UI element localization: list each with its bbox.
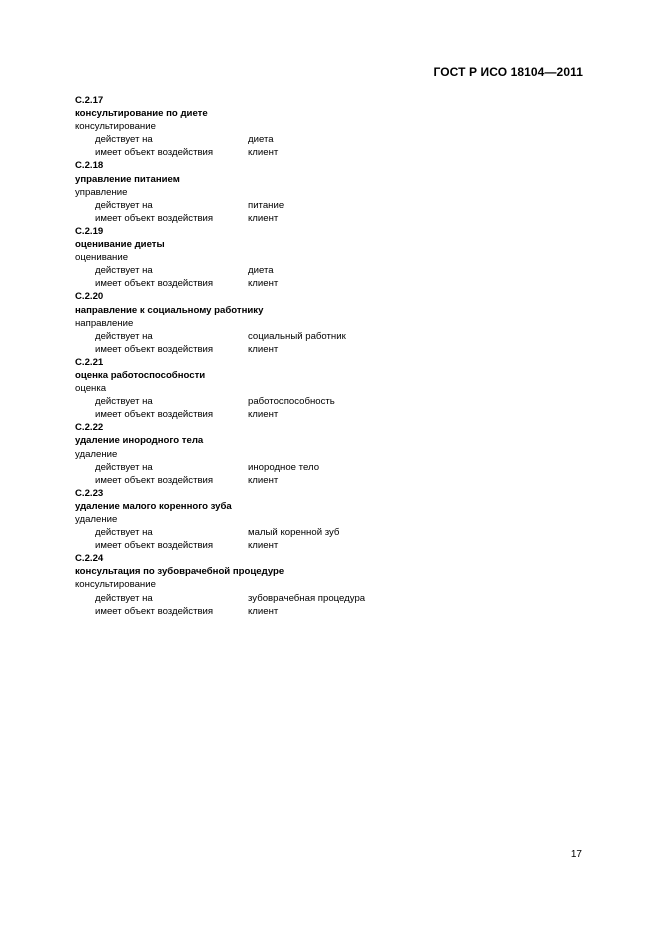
entry-title: удаление малого коренного зуба bbox=[75, 500, 232, 512]
relation-target: работоспособность bbox=[248, 396, 335, 408]
relation-name: имеет объект воздействия bbox=[95, 278, 214, 290]
relation-name: имеет объект воздействия bbox=[95, 343, 214, 355]
relation-target: инородное тело bbox=[248, 461, 320, 473]
relation-target: клиент bbox=[248, 147, 279, 159]
entry-title: оценивание диеты bbox=[75, 239, 165, 251]
entry-action: оценка bbox=[75, 383, 107, 395]
entry-code: C.2.19 bbox=[75, 225, 104, 237]
entry-title: управление питанием bbox=[75, 173, 180, 185]
relation-target: питание bbox=[248, 199, 285, 211]
relation-name: имеет объект воздействия bbox=[95, 212, 214, 224]
relation-target: клиент bbox=[248, 474, 279, 486]
relation-name: имеет объект воздействия bbox=[95, 474, 214, 486]
relation-target: клиент bbox=[248, 605, 279, 617]
relation-row bbox=[75, 277, 595, 290]
entry-code: C.2.17 bbox=[75, 95, 104, 106]
relation-row bbox=[75, 212, 595, 225]
relation-name: имеет объект воздействия bbox=[95, 540, 214, 552]
relation-row bbox=[75, 474, 595, 487]
entry-action: направление bbox=[75, 317, 134, 329]
entry-action: консультирование bbox=[75, 121, 156, 133]
relation-row bbox=[75, 133, 595, 146]
relation-target: социальный работник bbox=[248, 330, 346, 342]
relation-name: имеет объект воздействия bbox=[95, 409, 214, 421]
relation-target: клиент bbox=[248, 343, 279, 355]
relation-name: имеет объект воздействия bbox=[95, 147, 214, 159]
document-header: ГОСТ Р ИСО 18104—2011 bbox=[433, 65, 583, 79]
entry-c-2-24 bbox=[75, 552, 595, 617]
entry-title: консультирование по диете bbox=[75, 108, 208, 120]
entry-c-2-21 bbox=[75, 356, 595, 421]
relation-row bbox=[75, 461, 595, 474]
relation-target: клиент bbox=[248, 540, 279, 552]
relation-name: действует на bbox=[95, 461, 153, 473]
entry-action: оценивание bbox=[75, 252, 129, 264]
entry-c-2-23 bbox=[75, 487, 595, 552]
relation-row bbox=[75, 539, 595, 552]
entry-c-2-22 bbox=[75, 421, 595, 486]
relation-row bbox=[75, 605, 595, 618]
relation-name: действует на bbox=[95, 199, 153, 211]
page-number: 17 bbox=[570, 849, 582, 860]
relation-target: клиент bbox=[248, 212, 279, 224]
relation-row bbox=[75, 592, 595, 605]
entry-action: управление bbox=[75, 186, 128, 198]
relation-row bbox=[75, 395, 595, 408]
relation-name: действует на bbox=[95, 396, 153, 408]
relation-name: действует на bbox=[95, 134, 153, 146]
entry-action: удаление bbox=[75, 448, 118, 460]
entry-action: удаление bbox=[75, 514, 118, 525]
entry-code: C.2.18 bbox=[75, 160, 104, 172]
entry-c-2-18 bbox=[75, 159, 595, 224]
relation-target: клиент bbox=[248, 409, 279, 421]
relation-name: действует на bbox=[95, 265, 153, 277]
entry-title: консультация по зубоврачебной процедуре bbox=[75, 566, 285, 578]
entry-action: консультирование bbox=[75, 579, 156, 591]
entry-code: C.2.20 bbox=[75, 291, 104, 303]
entry-title: направление к социальному работнику bbox=[75, 304, 264, 316]
relation-row bbox=[75, 526, 595, 539]
relation-name: имеет объект воздействия bbox=[95, 605, 214, 617]
entry-code: C.2.21 bbox=[75, 356, 104, 368]
document-body bbox=[75, 94, 595, 618]
entry-code: C.2.23 bbox=[75, 487, 104, 499]
relation-name: действует на bbox=[95, 592, 153, 604]
relation-row bbox=[75, 343, 595, 356]
relation-target: диета bbox=[248, 265, 274, 277]
entry-title: оценка работоспособности bbox=[75, 369, 206, 381]
relation-target: малый коренной зуб bbox=[248, 527, 340, 539]
relation-row bbox=[75, 264, 595, 277]
entry-title: удаление инородного тела bbox=[75, 435, 204, 447]
relation-target: зубоврачебная процедура bbox=[248, 592, 366, 604]
relation-target: клиент bbox=[248, 278, 279, 290]
relation-name: действует на bbox=[95, 527, 153, 539]
relation-row bbox=[75, 330, 595, 343]
relation-row bbox=[75, 146, 595, 159]
entry-c-2-19 bbox=[75, 225, 595, 290]
entry-code: C.2.24 bbox=[75, 553, 104, 565]
relation-target: диета bbox=[248, 134, 274, 146]
relation-row bbox=[75, 199, 595, 212]
relation-name: действует на bbox=[95, 330, 153, 342]
entry-c-2-20 bbox=[75, 290, 595, 355]
entry-code: C.2.22 bbox=[75, 422, 104, 434]
entry-c-2-17 bbox=[75, 94, 595, 159]
relation-row bbox=[75, 408, 595, 421]
